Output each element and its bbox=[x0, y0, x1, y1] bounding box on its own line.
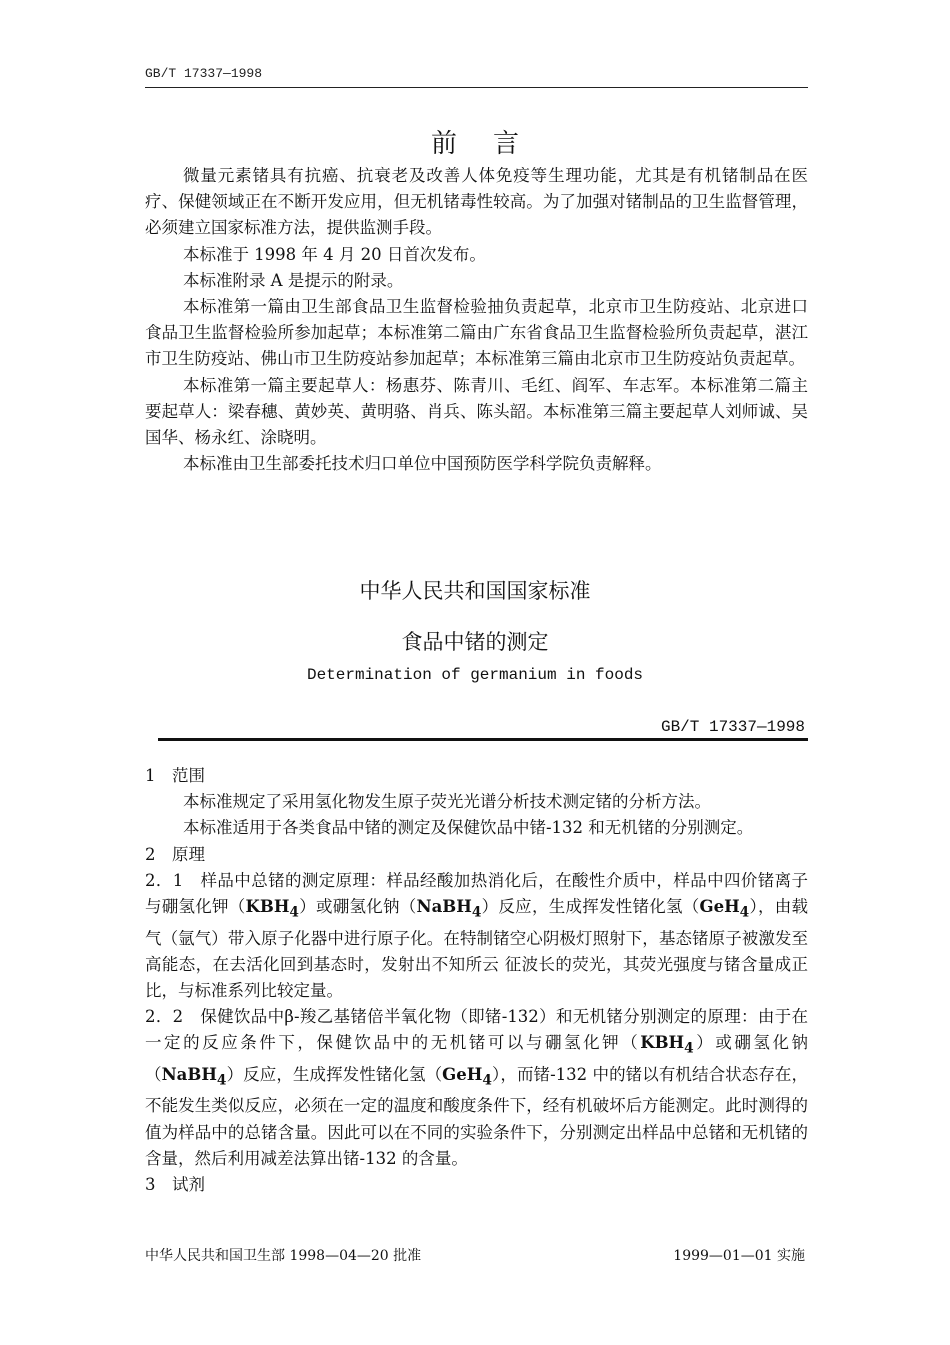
text-run: 2．1 样品中总锗的测定原理：样品经酸加热消化后，在酸性介质中，样品中四价锗离子与硼氢化钾（ bbox=[145, 870, 808, 917]
foreword-title: 前言 bbox=[430, 129, 555, 159]
foreword-body bbox=[145, 163, 808, 477]
body-paragraph bbox=[145, 868, 808, 1004]
foreword-paragraph: 微量元素锗具有抗癌、抗衰老及改善人体免疫等生理功能，尤其是有机锗制品在医疗、保健领域正在不断开发应用，但无机锗毒性较高。为了加强对锗制品的卫生监督管理，必须建立国家标准方法，提供监测手段。 bbox=[145, 166, 808, 238]
formula-nabh4 bbox=[416, 897, 482, 921]
body-paragraph: 本标准适用于各类食品中锗的测定及保健饮品中锗-132 和无机锗的分别测定。 bbox=[182, 818, 754, 838]
text-run: ）或硼氢化钠（ bbox=[145, 1033, 809, 1084]
foreword-paragraph: 本标准第一篇主要起草人：杨惠芬、陈青川、毛红、阎军、车志军。本标准第二篇主要起草人：梁春穗、黄妙英、黄明骆、肖兵、陈头韶。本标准第三篇主要起草人刘师诚、吴国华、杨永红、涂晓明。 bbox=[145, 375, 808, 448]
section-heading: 3 试剂 bbox=[145, 1174, 205, 1194]
text-run: ），而锗-132 中的锗以有机结合状态存在，不能发生类似反应，必须在一定的温度和酸度条件下，经有机破坏后方能测定。此时测得的值为样品中的总锗含量。因此可以在不同的实验条件下，分别测定出样品中总锗和无机锗的含量，然后利用减差法算出锗-132 的含量。 bbox=[145, 1064, 809, 1168]
national-standard-title: 中华人民共和国国家标准 bbox=[359, 579, 591, 603]
title-rule bbox=[158, 738, 808, 741]
standard-code: GB/T 17337—1998 bbox=[660, 718, 805, 736]
subscript: 4 bbox=[482, 1072, 492, 1089]
body-paragraph bbox=[145, 1004, 808, 1172]
subscript: 4 bbox=[289, 904, 299, 921]
formula-text: KBH bbox=[245, 897, 290, 917]
formula-nabh4 bbox=[161, 1064, 227, 1089]
standard-english-title: Determination of germanium in foods bbox=[306, 666, 644, 684]
page-header-code: GB/T 17337—1998 bbox=[145, 66, 263, 81]
formula-geh4 bbox=[699, 897, 750, 921]
subscript: 4 bbox=[471, 904, 482, 921]
section-heading: 2 原理 bbox=[145, 844, 205, 864]
foreword-paragraph: 本标准由卫生部委托技术归口单位中国预防医学科学院负责解释。 bbox=[182, 454, 662, 474]
header-rule bbox=[145, 87, 808, 88]
formula-text: NaBH bbox=[161, 1064, 217, 1084]
foreword-paragraph: 本标准附录 A 是提示的附录。 bbox=[182, 270, 404, 290]
main-body bbox=[145, 763, 808, 1198]
formula-text: GeH bbox=[442, 1064, 483, 1084]
text-run: 2．2 保健饮品中β-羧乙基锗倍半氧化物（即锗-132）和无机锗分别测定的原理：由于在一定的反应条件下，保健饮品中的无机锗可以与硼氢化钾（ bbox=[145, 1007, 808, 1053]
formula-text: KBH bbox=[640, 1033, 685, 1053]
subscript: 4 bbox=[216, 1072, 227, 1089]
foreword-paragraph: 本标准第一篇由卫生部食品卫生监督检验抽负责起草，北京市卫生防疫站、北京进口食品卫生监督检验所参加起草；本标准第二篇由广东省食品卫生监督检验所负责起草，湛江市卫生防疫站、佛山市卫生防疫站参加起草；本标准第三篇由北京市卫生防疫站负责起草。 bbox=[145, 297, 808, 369]
text-run: ）反应，生成挥发性锗化氢（ bbox=[481, 897, 700, 917]
formula-kbh4 bbox=[640, 1033, 694, 1057]
text-run: ）或硼氢化钠（ bbox=[299, 897, 417, 917]
standard-title: 食品中锗的测定 bbox=[401, 630, 549, 654]
formula-text: NaBH bbox=[416, 897, 472, 917]
text-run: ），由载气（氩气）带入原子化器中进行原子化。在特制锗空心阴极灯照射下，基态锗原子被激发至高能态，在去活化回到基态时，发射出不知所云 征波长的荧光，其荧光强度与锗含量成正比，与标准系列比较定量。 bbox=[145, 897, 809, 1000]
implementation-footer: 1999—01—01 实施 bbox=[673, 1248, 805, 1264]
formula-kbh4 bbox=[245, 897, 299, 921]
foreword-paragraph: 本标准于 1998 年 4 月 20 日首次发布。 bbox=[182, 244, 486, 264]
formula-text: GeH bbox=[699, 897, 740, 917]
text-run: ）反应，生成挥发性锗化氢（ bbox=[226, 1064, 443, 1084]
subscript: 4 bbox=[739, 904, 750, 921]
formula-geh4 bbox=[442, 1064, 492, 1089]
approval-footer: 中华人民共和国卫生部 1998—04—20 批准 bbox=[145, 1248, 422, 1264]
section-heading: 1 范围 bbox=[145, 766, 205, 785]
body-paragraph: 本标准规定了采用氢化物发生原子荧光光谱分析技术测定锗的分析方法。 bbox=[182, 792, 711, 812]
subscript: 4 bbox=[684, 1040, 694, 1057]
